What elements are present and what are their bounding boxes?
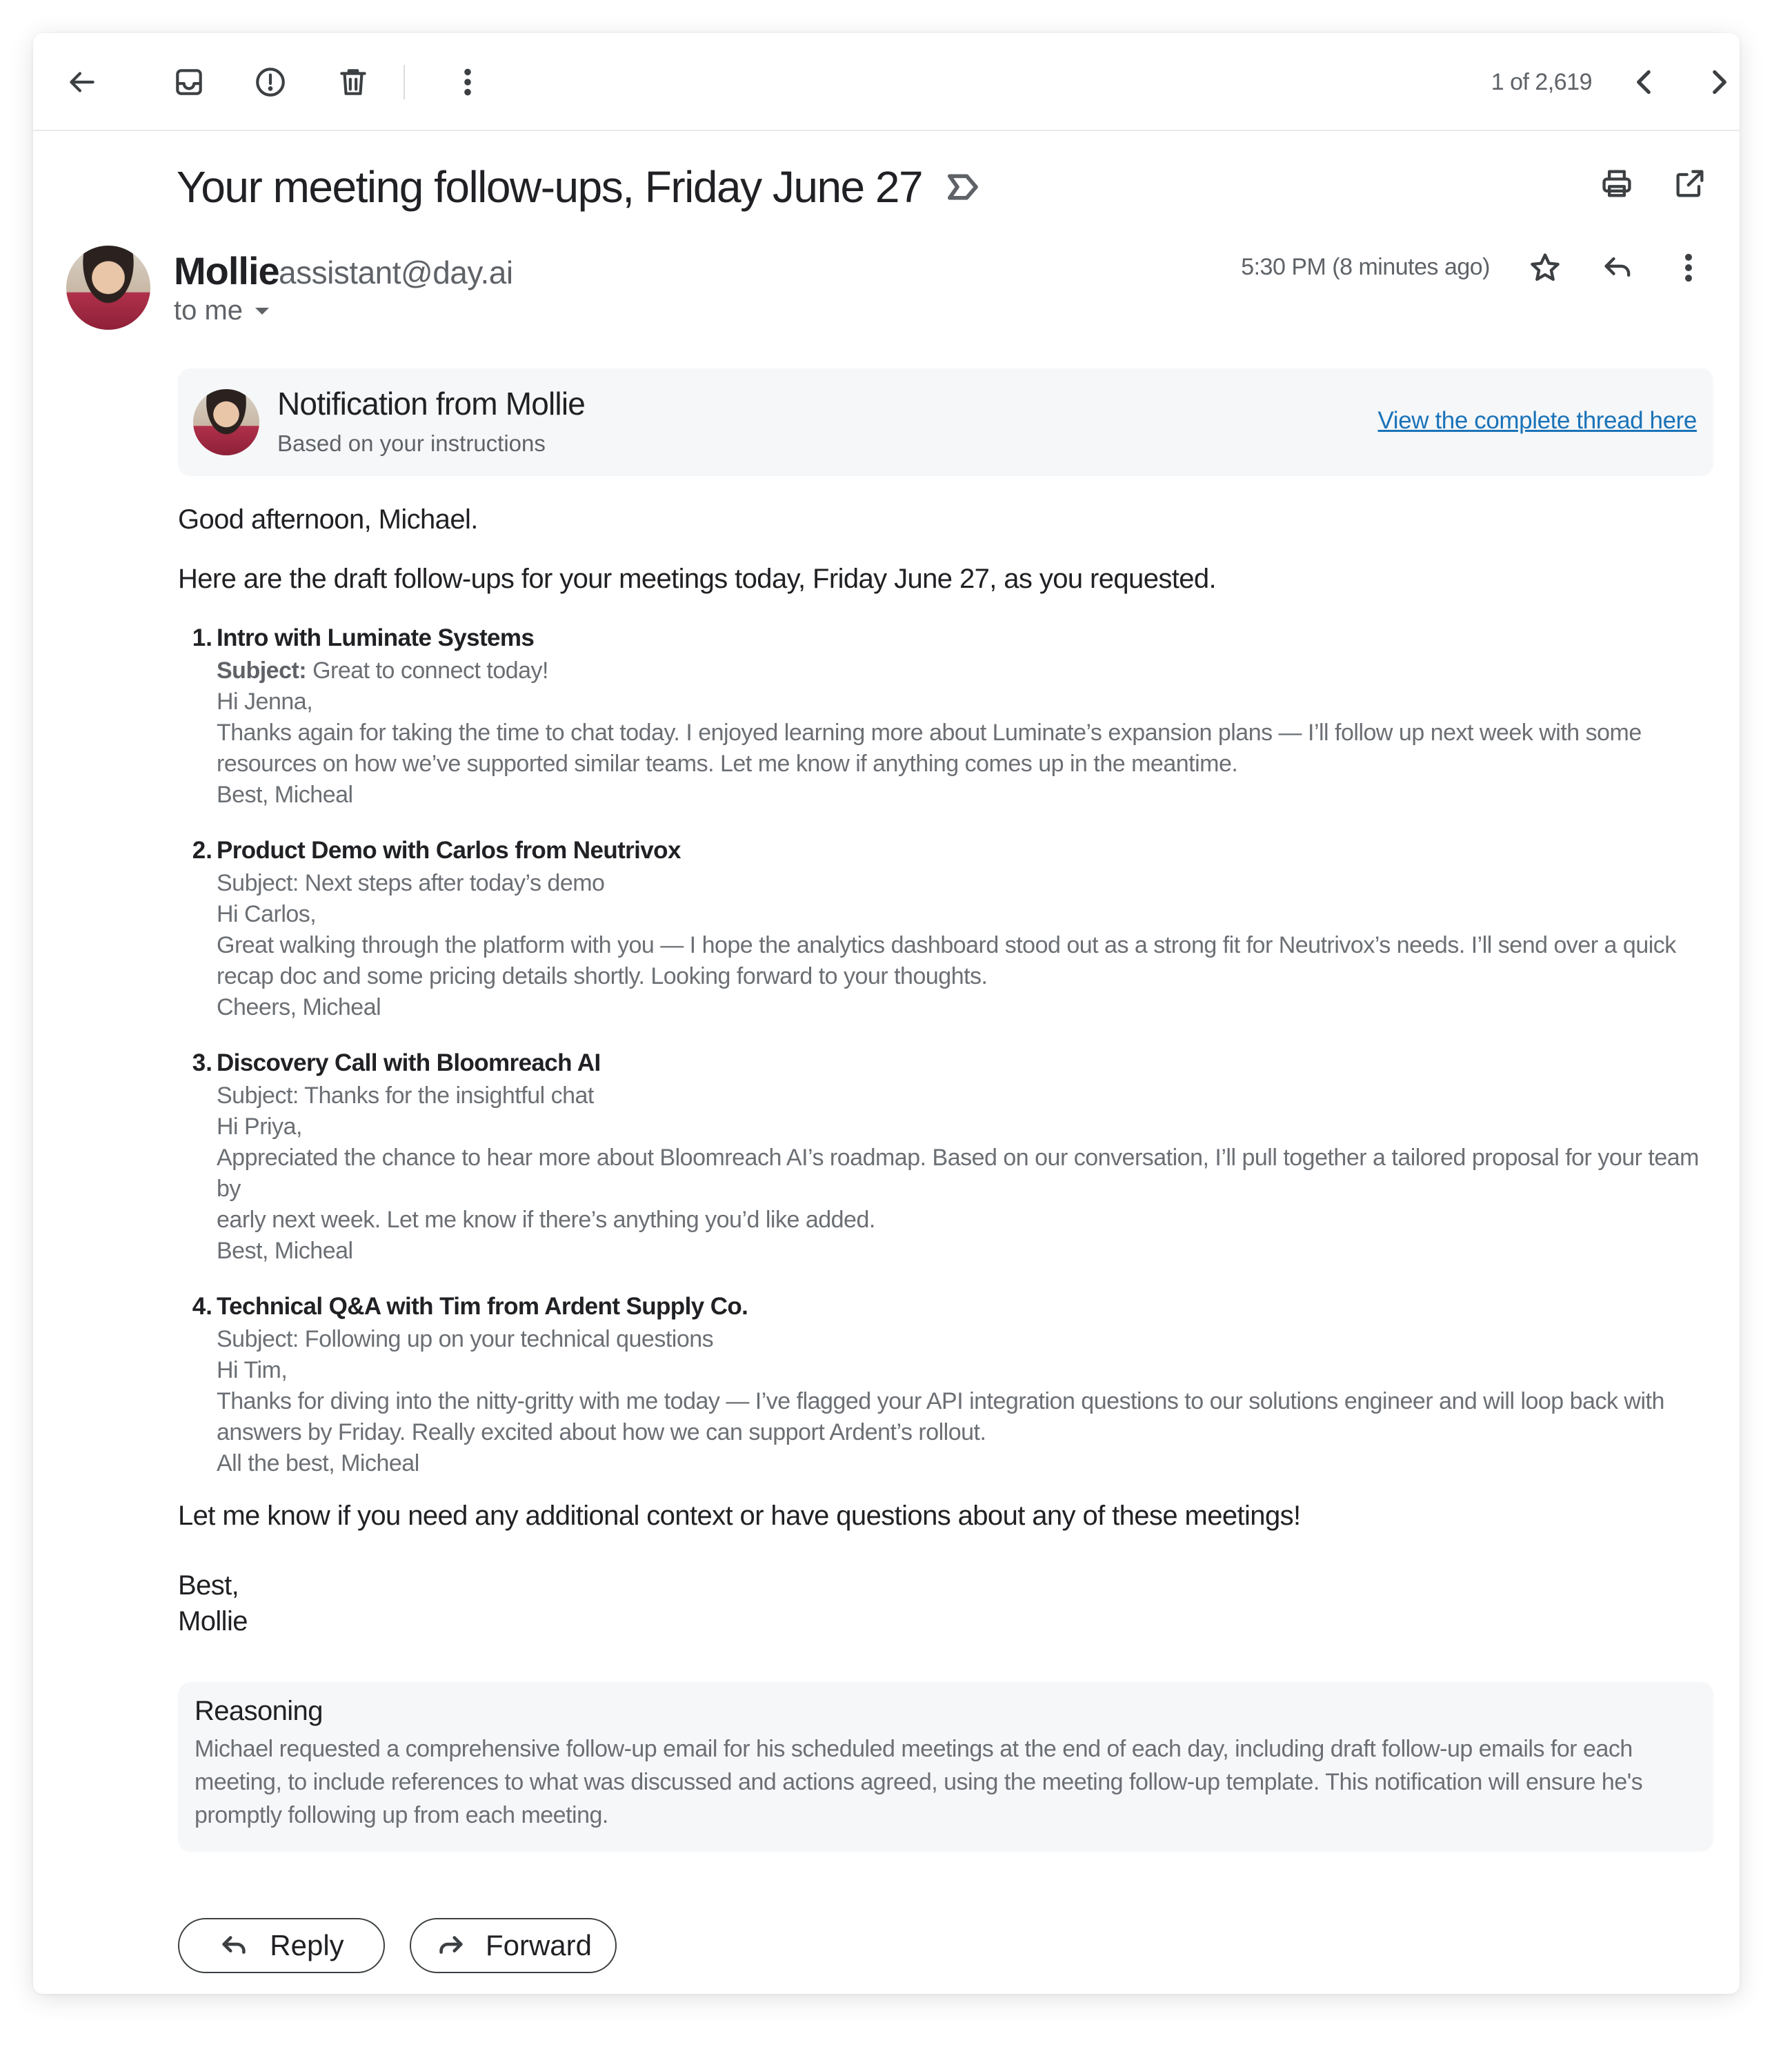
more-vert-icon[interactable] (443, 57, 492, 107)
message-more-icon[interactable] (1664, 243, 1713, 293)
list-item (178, 833, 1716, 1023)
subject-text: Great to connect today! (306, 657, 549, 684)
delete-icon[interactable] (328, 57, 378, 107)
print-icon[interactable] (1592, 159, 1642, 208)
label-important-icon[interactable] (943, 166, 984, 208)
subject-row (177, 156, 984, 218)
notification-subtitle: Based on your instructions (277, 431, 546, 456)
item-line: Cheers, Micheal (217, 994, 381, 1020)
forward-button[interactable] (410, 1918, 617, 1973)
notification-avatar (193, 389, 259, 455)
archive-icon[interactable] (164, 57, 214, 107)
subject-label: Subject: (217, 657, 307, 684)
follow-up-list (178, 621, 1716, 1479)
item-line: All the best, Micheal (217, 1450, 419, 1476)
item-line: Great walking through the platform with you — I hope the analytics dashboard stood out as a strong fit for Neutrivox’s needs. I’ll send over a quick (217, 932, 1676, 958)
email-body (178, 502, 1716, 1639)
reasoning-line: promptly following up from each meeting. (195, 1802, 608, 1828)
item-title: Intro with Luminate Systems (217, 624, 535, 651)
item-title: Product Demo with Carlos from Neutrivox (217, 837, 681, 864)
caret-down-icon[interactable] (255, 308, 269, 315)
item-line: Thanks again for taking the time to chat today. I enjoyed learning more about Luminate’s expansion plans — I’ll follow up next week with some (217, 720, 1642, 746)
item-line: Subject: Following up on your technical questions (217, 1326, 714, 1352)
sender-email: assistant@day.ai (279, 255, 513, 290)
item-line: answers by Friday. Really excited about how we can support Ardent’s rollout. (217, 1419, 986, 1445)
back-arrow-icon[interactable] (57, 57, 106, 107)
notification-title: Notification from Mollie (277, 386, 586, 422)
reply-button-label: Reply (270, 1929, 344, 1961)
reply-icon[interactable] (1593, 243, 1643, 293)
closing-paragraph: Let me know if you need any additional context or have questions about any of these meetings! (178, 1501, 1301, 1531)
item-line: early next week. Let me know if there’s anything you’d like added. (217, 1207, 875, 1233)
item-line: Subject: Thanks for the insightful chat (217, 1082, 594, 1109)
view-thread-link[interactable]: View the complete thread here (1377, 407, 1697, 434)
greeting: Good afternoon, Michael. (178, 504, 478, 535)
star-icon[interactable] (1520, 243, 1570, 293)
item-line: Hi Priya, (217, 1114, 302, 1140)
item-title: Technical Q&A with Tim from Ardent Supply Co. (217, 1293, 748, 1320)
email-view (33, 33, 1740, 1994)
list-item (178, 1289, 1716, 1479)
item-line: Subject: Next steps after today’s demo (217, 870, 605, 896)
intro-paragraph: Here are the draft follow-ups for your meetings today, Friday June 27, as you requested. (178, 564, 1217, 594)
reasoning-line: Michael requested a comprehensive follow-up email for his scheduled meetings at the end of each day, including draft follow-up emails for each (195, 1736, 1633, 1762)
report-spam-icon[interactable] (246, 57, 295, 107)
item-number: 3. (192, 1049, 212, 1076)
reasoning-title: Reasoning (195, 1696, 323, 1726)
item-line: Thanks for diving into the nitty-gritty with me today — I’ve flagged your API integration questions to our solutions engineer and will loop back with (217, 1388, 1664, 1414)
chevron-right-icon[interactable] (1694, 57, 1740, 107)
item-line: Best, Micheal (217, 1238, 353, 1264)
reply-button[interactable] (178, 1918, 385, 1973)
recipient-details[interactable] (174, 295, 269, 326)
item-number: 2. (192, 837, 212, 864)
reply-icon (219, 1930, 250, 1961)
recipient-label: to me (174, 295, 243, 326)
forward-icon (435, 1930, 466, 1961)
list-item (178, 1046, 1716, 1267)
item-line: Appreciated the chance to hear more about Bloomreach AI’s roadmap. Based on our conversation, I’ll pull together a tailored proposal for your team by (217, 1145, 1700, 1202)
reasoning-line: meeting, to include references to what was discussed and actions agreed, using the meeting follow-up template. This notification will ensure he's (195, 1769, 1643, 1795)
email-subject: Your meeting follow-ups, Friday June 27 (177, 162, 923, 212)
chevron-left-icon[interactable] (1620, 57, 1669, 107)
toolbar (33, 33, 1740, 131)
reasoning-panel (178, 1682, 1713, 1852)
item-line: resources on how we’ve supported similar teams. Let me know if anything comes up in the meantime. (217, 751, 1238, 777)
signature: Mollie (178, 1606, 248, 1636)
toolbar-divider (404, 65, 405, 99)
list-item (178, 621, 1716, 811)
item-line: Hi Tim, (217, 1357, 288, 1383)
item-line: Best, Micheal (217, 782, 353, 808)
item-line: recap doc and some pricing details shortly. Looking forward to your thoughts. (217, 963, 988, 989)
notification-panel (178, 368, 1713, 476)
signoff: Best, (178, 1570, 239, 1601)
item-number: 1. (192, 624, 212, 651)
item-title: Discovery Call with Bloomreach AI (217, 1049, 601, 1076)
item-line: Hi Jenna, (217, 689, 313, 715)
forward-button-label: Forward (485, 1929, 593, 1961)
item-subject (217, 655, 1716, 686)
item-line: Hi Carlos, (217, 901, 317, 927)
sender-name: Mollie (174, 249, 279, 293)
sender-avatar[interactable] (66, 246, 150, 330)
email-timestamp: 5:30 PM (8 minutes ago) (1241, 254, 1490, 280)
item-number: 4. (192, 1293, 212, 1320)
open-in-new-window-icon[interactable] (1665, 159, 1715, 208)
pager-count: 1 of 2,619 (1491, 69, 1592, 95)
